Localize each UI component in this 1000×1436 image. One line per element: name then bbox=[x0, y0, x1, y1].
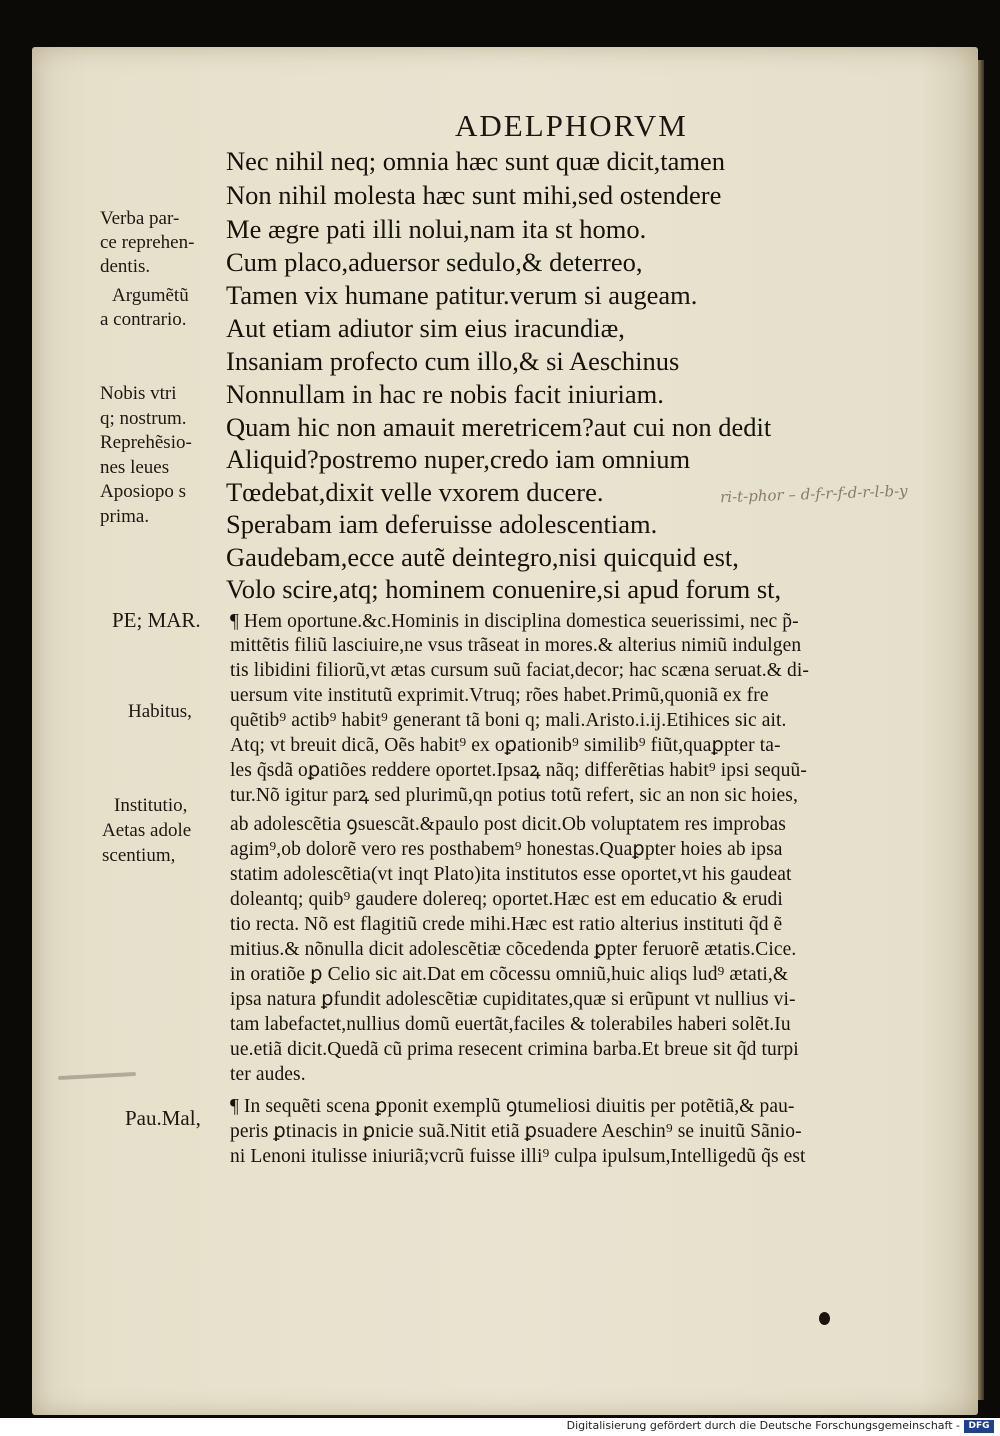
margin-note: a contrario. bbox=[100, 309, 187, 330]
verse-line: Gaudebam,ecce autẽ deintegro,nisi quicquid est, bbox=[226, 542, 739, 572]
margin-note: scentium, bbox=[102, 845, 176, 866]
commentary-line: peris ꝑtinacis in ꝑnicie suã.Nitit etiã ꝑsuadere Aeschin⁹ se inuitũ Sãnio- bbox=[230, 1121, 802, 1142]
dfg-logo: DFG bbox=[964, 1420, 994, 1433]
verse-line: Non nihil molesta hæc sunt mihi,sed ostendere bbox=[226, 180, 722, 210]
commentary-line: ter audes. bbox=[230, 1064, 306, 1085]
ink-dot bbox=[819, 1312, 830, 1325]
commentary-line: ni Lenoni itulisse iniuriã;vcrũ fuisse illi⁹ culpa ipulsum,Intelligedũ q̃s est bbox=[230, 1146, 806, 1167]
commentary-line: tis libidini filiorũ,vt ætas cursum suũ faciat,decor; hac scæna seruat.& di- bbox=[230, 660, 809, 681]
commentary-line: ab adolescẽtia ꝯsuescãt.&paulo post dicit.Ob voluptatem res improbas bbox=[230, 814, 786, 835]
commentary-line: tur.Nõ igitur parꝝ sed plurimũ,qn potius totũ refert, sic an non sic hoies, bbox=[230, 785, 798, 806]
margin-note: Aetas adole bbox=[102, 820, 192, 841]
footer-credit: Digitalisierung gefördert durch die Deutsche Forschungsgemeinschaft - bbox=[566, 1419, 960, 1432]
verse-line: Quam hic non amauit meretricem?aut cui non dedit bbox=[226, 412, 772, 442]
handwritten-annotation: ri-t-phor – d-f-r-f-d-r-l-b-y bbox=[719, 481, 908, 507]
verse-line: Aut etiam adiutor sim eius iracundiæ, bbox=[226, 313, 625, 343]
verse-line: Me ægre pati illi nolui,nam ita st homo. bbox=[226, 214, 647, 244]
verse-line: Insaniam profecto cum illo,& si Aeschinus bbox=[226, 346, 680, 376]
margin-note: ce reprehen- bbox=[100, 232, 195, 253]
verse-line: Nonnullam in hac re nobis facit iniuriam. bbox=[226, 379, 664, 409]
verse-line: Volo scire,atq; hominem conuenire,si apud forum st, bbox=[226, 574, 782, 604]
commentary-line: statim adolescẽtia(vt inqt Plato)ita institutos esse oportet,vt his gaudeat bbox=[230, 864, 792, 885]
commentary-line: in oratiõe ꝑ Celio sic ait.Dat em cõcessu omniũ,huic aliqs lud⁹ ætati,& bbox=[230, 964, 789, 985]
margin-note: Verba par- bbox=[100, 208, 180, 229]
commentary-line: ¶ In sequẽti scena ꝑponit exemplũ ꝯtumeliosi diuitis per potẽtiã,& pau- bbox=[230, 1096, 795, 1117]
commentary-line: ue.etiã dicit.Quedã cũ prima resecent crimina barba.Et breue sit q̃d turpi bbox=[230, 1039, 799, 1060]
verse-line: Aliquid?postremo nuper,credo iam omnium bbox=[226, 444, 691, 474]
commentary-line: mittẽtis filiũ lasciuire,ne vsus trãseat in mores.& alterius nimiũ indulgen bbox=[230, 635, 802, 656]
commentary-line: ¶ Hem oportune.&c.Hominis in disciplina domestica seuerissimi, nec p̃- bbox=[230, 611, 799, 632]
margin-note: Habitus, bbox=[128, 701, 192, 722]
margin-note-speakers: Pau.Mal, bbox=[125, 1106, 201, 1130]
verse-line: Sperabam iam deferuisse adolescentiam. bbox=[226, 509, 658, 539]
margin-note: dentis. bbox=[100, 256, 151, 277]
commentary-line: uersum vite institutũ exprimit.Vtruq; rões habet.Primũ,quoniã ex fre bbox=[230, 685, 769, 706]
margin-note: prima. bbox=[100, 506, 150, 527]
commentary-line: mitius.& nõnulla dicit adolescẽtiæ cõcedenda ꝑpter feruorẽ ætatis.Cice. bbox=[230, 939, 797, 960]
verse-line: Nec nihil neq; omnia hæc sunt quæ dicit,tamen bbox=[226, 146, 725, 176]
footer-bar bbox=[0, 1418, 1000, 1436]
commentary-line: agim⁹,ob dolorẽ vero res posthabem⁹ honestas.Quaꝑpter hoies ab ipsa bbox=[230, 839, 783, 860]
margin-note: Reprehẽsio- bbox=[100, 432, 192, 453]
commentary-line: quẽtib⁹ actib⁹ habit⁹ generant tã boni q; mali.Aristo.i.ij.Etihices sic ait. bbox=[230, 710, 787, 731]
verse-line: Tœdebat,dixit velle vxorem ducere. bbox=[226, 477, 604, 507]
page-header: ADELPHORVM bbox=[455, 108, 688, 143]
commentary-line: tam labefactet,nullius domũ euertãt,faciles & tolerabiles haberi solẽt.Iu bbox=[230, 1014, 791, 1035]
verse-line: Tamen vix humane patitur.verum si augeam. bbox=[226, 280, 698, 310]
commentary-line: les q̃sdã oꝑatiões reddere oportet.Ipsaꝝ nãq; differẽtias habit⁹ ipsi sequũ- bbox=[230, 760, 807, 781]
commentary-line: Atq; vt breuit dicã, Oẽs habit⁹ ex oꝑationib⁹ similib⁹ fiũt,quaꝑpter ta- bbox=[230, 735, 781, 756]
page-edge bbox=[978, 60, 984, 1400]
margin-note: Aposiopo s bbox=[100, 481, 187, 502]
margin-note: nes leues bbox=[100, 457, 170, 478]
commentary-line: doleantq; quib⁹ gaudere dolereq; oportet.Hæc est em educatio & erudi bbox=[230, 889, 783, 910]
margin-note-speakers: PE; MAR. bbox=[112, 608, 201, 632]
commentary-line: tio recta. Nõ est flagitiũ crede mihi.Hæc est ratio alterius instituti q̃d ẽ bbox=[230, 914, 783, 935]
commentary-line: ipsa natura ꝑfundit adolescẽtiæ cupiditates,quæ si erũpunt vt nullius vi- bbox=[230, 989, 796, 1010]
margin-note: Institutio, bbox=[114, 795, 188, 816]
margin-note: Nobis vtri bbox=[100, 383, 177, 404]
verse-line: Cum placo,aduersor sedulo,& deterreo, bbox=[226, 247, 643, 277]
margin-note: Argumẽtũ bbox=[112, 285, 189, 306]
margin-note: q; nostrum. bbox=[100, 408, 187, 429]
